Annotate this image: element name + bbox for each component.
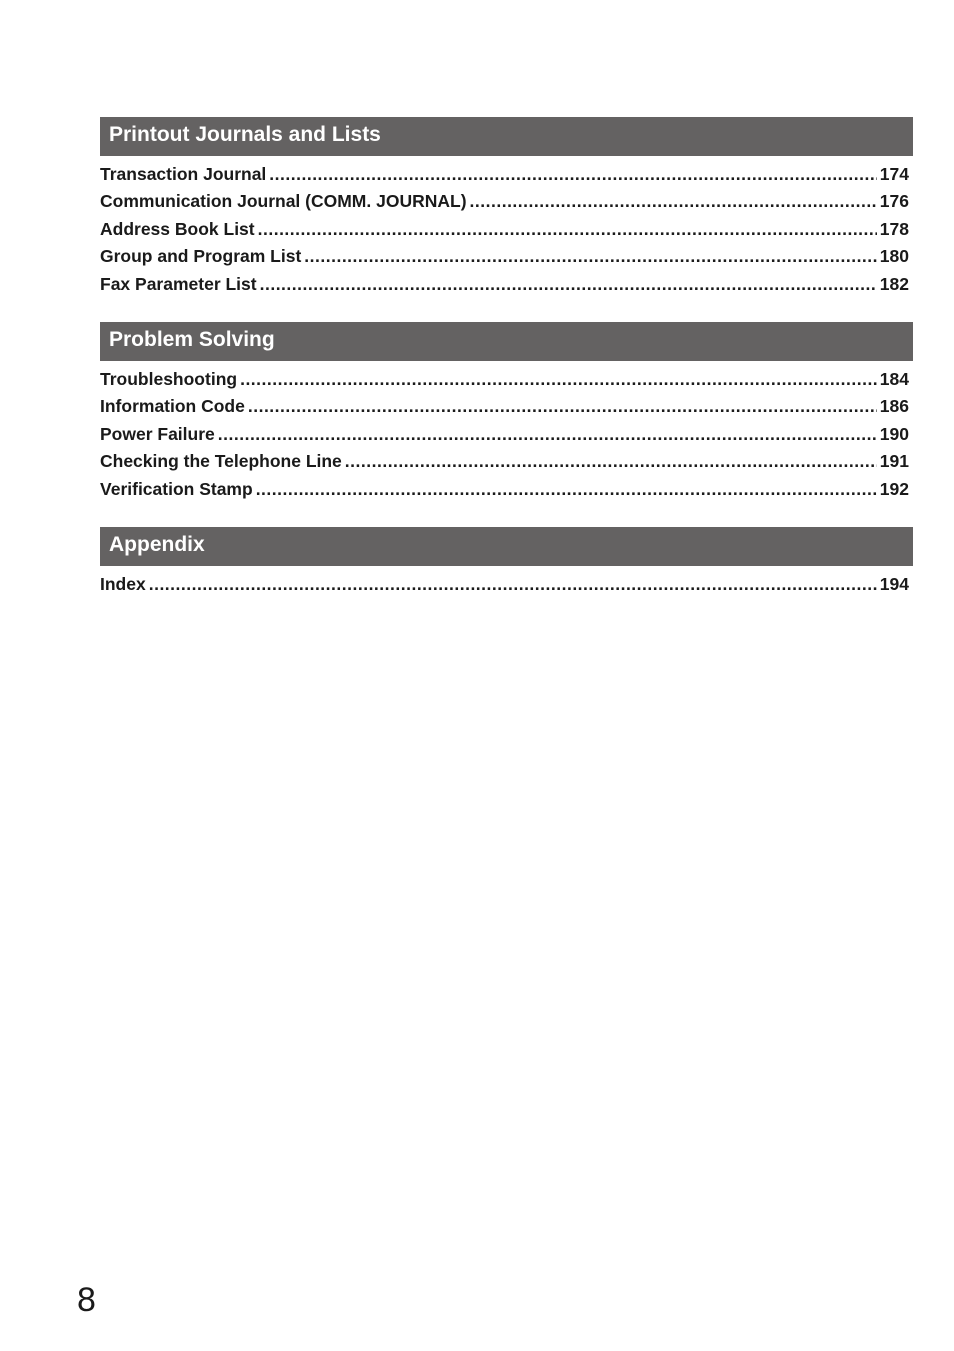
- toc-entry-title: Verification Stamp: [100, 478, 253, 499]
- toc-entry-page: 186: [879, 396, 909, 417]
- toc-section-problem-solving: [100, 322, 913, 503]
- toc-entry[interactable]: [100, 216, 913, 243]
- toc-entry-page: 178: [879, 218, 909, 239]
- toc-entry[interactable]: [100, 476, 913, 503]
- toc-entry-title: Index: [100, 573, 146, 594]
- toc-entry-page: 176: [879, 191, 909, 212]
- section-header: Printout Journals and Lists: [100, 117, 913, 156]
- toc-entry[interactable]: [100, 448, 913, 475]
- toc-entry-title: Troubleshooting: [100, 368, 238, 389]
- dot-leader: [218, 421, 877, 448]
- toc-entry-title: Communication Journal (COMM. JOURNAL): [100, 191, 467, 212]
- toc-entry-page: 190: [879, 423, 909, 444]
- toc-entry-title: Transaction Journal: [100, 164, 267, 184]
- toc-entry-page: 182: [879, 273, 909, 294]
- toc-entry[interactable]: [100, 188, 913, 215]
- dot-leader: [260, 271, 877, 298]
- dot-leader: [345, 448, 877, 475]
- dot-leader: [240, 366, 877, 393]
- toc-entry-title: Group and Program List: [100, 246, 302, 267]
- toc-section-appendix: [100, 527, 913, 598]
- page-number: 8: [77, 1281, 96, 1319]
- toc-entry[interactable]: [100, 421, 913, 448]
- dot-leader: [304, 243, 877, 270]
- toc-section-printout-journals: [100, 117, 913, 298]
- dot-leader: [258, 216, 877, 243]
- toc-entry-title: Fax Parameter List: [100, 273, 257, 294]
- toc-entry[interactable]: [100, 161, 913, 188]
- dot-leader: [149, 571, 877, 598]
- dot-leader: [256, 476, 877, 503]
- dot-leader: [470, 188, 877, 215]
- toc-entry[interactable]: [100, 271, 913, 298]
- toc-entry[interactable]: [100, 243, 913, 270]
- section-header: Appendix: [100, 527, 913, 566]
- toc-entry[interactable]: [100, 393, 913, 420]
- toc-entry-title: Power Failure: [100, 423, 215, 444]
- toc-entry-title: Checking the Telephone Line: [100, 451, 342, 472]
- toc-entry-page: 184: [879, 368, 909, 389]
- toc-entry-title: Address Book List: [100, 218, 255, 239]
- toc-entry-page: 180: [879, 246, 909, 267]
- toc-entry-page: 191: [879, 451, 909, 472]
- toc-entry-page: 192: [879, 478, 909, 499]
- toc-entry-page: 174: [879, 164, 909, 184]
- table-of-contents: [100, 117, 913, 622]
- toc-entry-title: Information Code: [100, 396, 245, 417]
- toc-entry[interactable]: [100, 571, 913, 598]
- toc-entry-page: 194: [879, 573, 909, 594]
- dot-leader: [269, 161, 877, 188]
- dot-leader: [248, 393, 877, 420]
- section-header: Problem Solving: [100, 322, 913, 361]
- toc-entry[interactable]: [100, 366, 913, 393]
